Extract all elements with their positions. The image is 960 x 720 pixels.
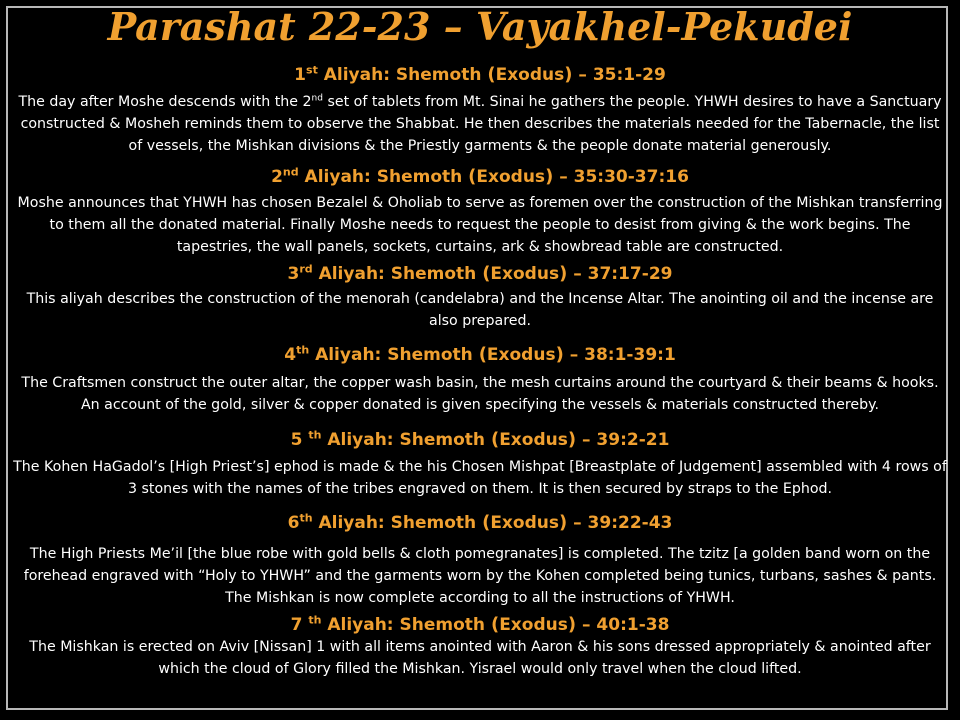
aliyah-3-heading <box>0 263 960 285</box>
aliyah-7-ordinal: th <box>308 613 322 627</box>
aliyah-1-paren-close: ) <box>564 64 573 85</box>
aliyah-2-number: 2 <box>271 167 283 187</box>
aliyah-5-paren-open: ( <box>490 429 500 450</box>
aliyah-2-ordinal: nd <box>282 165 299 179</box>
aliyah-7-number: 7 <box>290 615 309 635</box>
aliyah-3-text: This aliyah describes the construction of the menorah (candelabra) and the Incense Altar. The anointing oil and the incense are also prepared. <box>26 291 934 329</box>
aliyah-3-book: Exodus <box>490 264 560 284</box>
aliyah-4-number: 4 <box>284 345 297 365</box>
aliyah-1-ref: – 35:1-29 <box>572 65 666 85</box>
aliyah-7-paren-close: ) <box>567 614 577 635</box>
aliyah-5-label: Aliyah: Shemoth <box>321 430 491 450</box>
aliyah-1-paren-open: ( <box>487 64 496 85</box>
page-title: Parashat 22-23 – Vayakhel-Pekudei <box>107 4 853 49</box>
aliyah-6-ordinal: th <box>299 511 313 525</box>
aliyah-4-book: Exodus <box>486 345 556 365</box>
aliyah-1-book: Exodus <box>495 65 565 85</box>
aliyah-3-number: 3 <box>287 264 300 284</box>
aliyah-6-heading <box>0 512 960 534</box>
aliyah-5-ordinal: th <box>308 428 322 442</box>
aliyah-2-paren-open: ( <box>468 166 477 187</box>
aliyah-4-paren-open: ( <box>478 344 487 365</box>
aliyah-1-number: 1 <box>294 65 307 85</box>
aliyah-2-heading <box>0 166 960 188</box>
aliyah-4-ref: – 38:1-39:1 <box>563 345 676 365</box>
aliyah-5-text: The Kohen HaGadol’s [High Priest’s] ephod is made & the his Chosen Mishpat [Breastplate of Judgement] assembled with 4 rows of 3 stones with the names of the tribes engraved on them. It is then secured by straps to the Ephod. <box>13 459 947 497</box>
aliyah-7-book: Exodus <box>499 615 568 635</box>
aliyah-3-ordinal: rd <box>299 262 313 276</box>
aliyah-6-ref: – 39:22-43 <box>567 513 673 533</box>
aliyah-1-heading <box>0 64 960 86</box>
aliyah-5-paren-close: ) <box>567 429 577 450</box>
aliyah-3-ref: – 37:17-29 <box>567 264 673 284</box>
aliyah-3-paren-close: ) <box>559 263 568 284</box>
aliyah-1-label: Aliyah: Shemoth <box>317 65 488 85</box>
aliyah-4-label: Aliyah: Shemoth <box>309 345 479 365</box>
aliyah-7-label: Aliyah: Shemoth <box>321 615 491 635</box>
aliyah-7-text: The Mishkan is erected on Aviv [Nissan] 1 with all items anointed with Aaron & his sons dressed appropriately & anointed after which the cloud of Glory filled the Mishkan. Yisrael would only travel when the cloud lifted. <box>29 639 931 677</box>
aliyah-4-paren-close: ) <box>555 344 564 365</box>
aliyah-6-paren-close: ) <box>558 512 568 533</box>
aliyah-7-paren-open: ( <box>490 614 500 635</box>
aliyah-4-ordinal: th <box>296 343 310 357</box>
aliyah-2-label: Aliyah: Shemoth <box>298 167 469 187</box>
aliyah-1-text-b: set of tablets from Mt. Sinai he gathers the people. YHWH desires to have a Sanctuary constructed & Mosheh reminds them to observe the Shabbat. He then describes the materials needed for the Tabernacle, the list of vessels, the Mishkan divisions & the Priestly garments & the people donate material generously. <box>20 94 942 154</box>
aliyah-6-text: The High Priests Me’il [the blue robe with gold bells & cloth pomegranates] is completed. The tzitz [a golden band worn on the forehead engraved with “Holy to YHWH” and the garments worn by the Kohen completed being tunics, turbans, sashes & pants. The Mishkan is now complete according to all the instructions of YHWH. <box>23 546 937 606</box>
aliyah-1-text-a: The day after Moshe descends with the 2 <box>18 94 312 110</box>
aliyah-2-text: Moshe announces that YHWH has chosen Bezalel & Oholiab to serve as foremen over the construction of the Mishkan transferring to them all the donated material. Finally Moshe needs to request the people to desist from giving & the work begins. The tapestries, the wall panels, sockets, curtains, ark & showbread table are constructed. <box>17 195 943 255</box>
aliyah-5-number: 5 <box>290 430 309 450</box>
aliyah-6-label: Aliyah: Shemoth <box>312 513 483 533</box>
aliyah-5-ref: – 39:2-21 <box>576 430 670 450</box>
aliyah-5-book: Exodus <box>499 430 568 450</box>
aliyah-3-paren-open: ( <box>482 263 491 284</box>
aliyah-5-heading <box>0 429 960 451</box>
aliyah-2-book: Exodus <box>476 167 546 187</box>
aliyah-1-ordinal: st <box>306 63 318 77</box>
aliyah-1-text <box>12 91 948 157</box>
aliyah-1-text-sup: nd <box>311 93 323 104</box>
aliyah-3-label: Aliyah: Shemoth <box>312 264 483 284</box>
aliyah-7-heading <box>0 614 960 636</box>
aliyah-2-paren-close: ) <box>545 166 554 187</box>
aliyah-6-book: Exodus <box>490 513 559 533</box>
aliyah-4-text: The Craftsmen construct the outer altar, the copper wash basin, the mesh curtains around the courtyard & their beams & hooks. An account of the gold, silver & copper donated is given specifying the vessels & materials constructed thereby. <box>21 375 939 413</box>
aliyah-4-heading <box>0 344 960 366</box>
aliyah-6-paren-open: ( <box>482 512 491 533</box>
aliyah-7-ref: – 40:1-38 <box>576 615 670 635</box>
aliyah-6-number: 6 <box>287 513 300 533</box>
aliyah-2-ref: – 35:30-37:16 <box>553 167 689 187</box>
